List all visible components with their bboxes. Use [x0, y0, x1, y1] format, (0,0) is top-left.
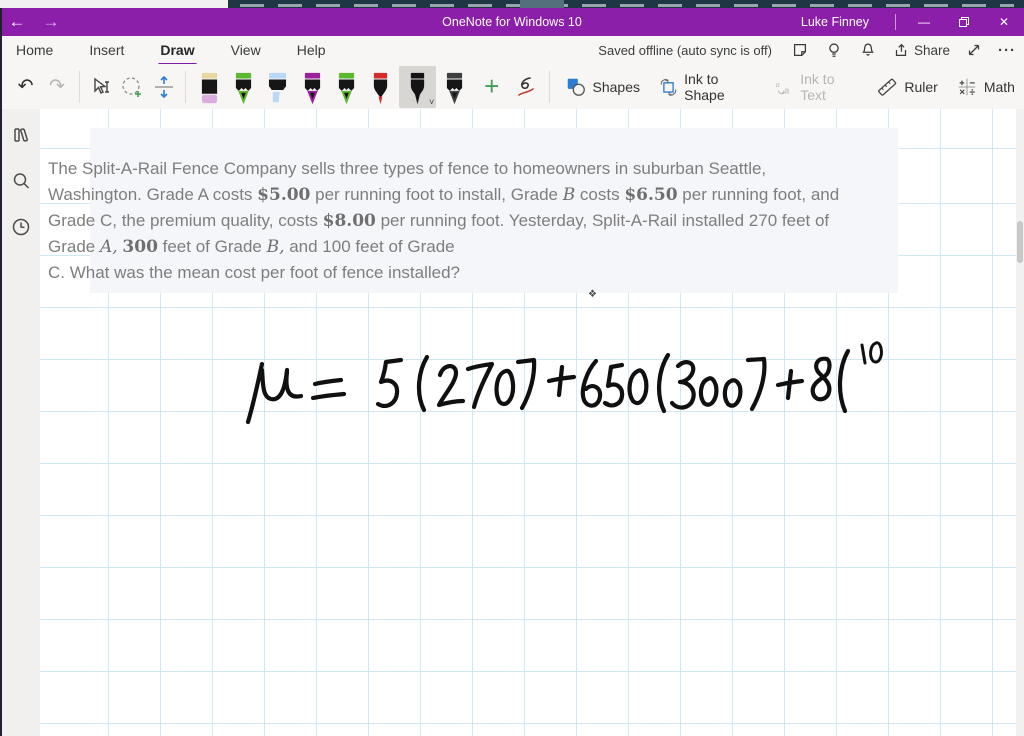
math-icon	[956, 76, 978, 98]
more-options-button[interactable]: ···	[998, 41, 1016, 59]
svg-text:a: a	[784, 85, 790, 96]
ink-to-text-label: Ink to Text	[800, 70, 835, 103]
undo-button[interactable]: ↶	[17, 76, 34, 97]
ink-to-text-button	[774, 71, 858, 103]
share-button[interactable]	[892, 41, 950, 59]
fullscreen-icon[interactable]	[964, 40, 984, 60]
shapes-icon	[565, 76, 587, 98]
insert-space-tool[interactable]	[148, 69, 179, 105]
menubar	[2, 36, 1024, 64]
ruler-label: Ruler	[904, 78, 938, 95]
pencil-icon	[231, 70, 256, 108]
select-cursor-icon	[88, 74, 114, 100]
ink-to-shape-label: Ink to Shape	[684, 70, 725, 103]
math-button[interactable]	[956, 76, 1015, 98]
problem-line-1: The Split-A-Rail Fence Company sells three types of fence to homeowners in suburban Seattle,	[48, 159, 767, 178]
account-name[interactable]: Luke Finney	[800, 15, 869, 29]
draw-toolbar	[2, 64, 1024, 110]
background-active-tab	[520, 0, 564, 8]
sync-status-text: Saved offline (auto sync is off)	[598, 42, 772, 58]
shapes-button[interactable]	[565, 76, 640, 98]
problem-line-4: Grade A, 300 feet of Grade B, and 100 feet of Grade	[48, 237, 455, 257]
tab-insert[interactable]: Insert	[89, 42, 125, 58]
eraser-tool[interactable]	[194, 66, 225, 108]
ink-to-shape-button[interactable]	[658, 71, 756, 103]
pen-purple-pencil[interactable]	[297, 66, 328, 108]
app-title: OneNote for Windows 10	[442, 15, 582, 29]
feedback-page-icon[interactable]	[790, 40, 810, 60]
move-cursor-diamond: ❖	[588, 289, 597, 300]
chevron-down-icon[interactable]: ˅	[428, 96, 435, 107]
lasso-icon	[119, 74, 145, 100]
pen-black-tool-selected[interactable]	[399, 66, 436, 108]
recent-notes-button[interactable]	[2, 207, 40, 247]
ruler-button[interactable]	[876, 76, 937, 98]
ink-replay-button[interactable]	[511, 69, 542, 105]
lightbulb-icon[interactable]	[824, 40, 844, 60]
pen-gray-pencil[interactable]	[439, 66, 470, 108]
restore-icon	[958, 16, 970, 28]
eraser-icon	[197, 70, 222, 108]
pen-red-tool[interactable]	[365, 66, 396, 108]
toolbar-divider	[79, 71, 80, 103]
ink-to-shape-icon	[658, 76, 678, 98]
highlighter-icon	[265, 70, 290, 108]
titlebar-divider	[895, 14, 896, 30]
share-icon	[892, 41, 910, 59]
titlebar	[0, 8, 1024, 36]
notebooks-button[interactable]	[2, 115, 40, 155]
back-button[interactable]: ←	[8, 12, 26, 31]
tab-draw[interactable]: Draw	[158, 38, 196, 62]
math-label: Math	[983, 78, 1015, 95]
insert-space-icon	[151, 74, 177, 100]
pencil-icon	[334, 70, 359, 108]
ink-replay-icon	[514, 74, 540, 100]
lasso-select-tool[interactable]	[117, 69, 148, 105]
shapes-label: Shapes	[592, 78, 640, 95]
scrollbar-thumb[interactable]	[1017, 221, 1023, 263]
toolbar-divider	[549, 71, 550, 103]
background-desktop-strip	[0, 0, 1024, 8]
clock-icon	[11, 217, 31, 237]
tab-view[interactable]: View	[230, 42, 261, 58]
pen-icon	[405, 70, 430, 108]
redo-button[interactable]: ↷	[48, 76, 65, 97]
problem-text[interactable]	[48, 156, 868, 286]
background-tab-marks	[240, 4, 1014, 7]
select-objects-tool[interactable]	[85, 69, 116, 105]
notebooks-icon	[11, 125, 31, 145]
ink-to-text-icon	[774, 76, 794, 98]
pen-green-pencil-2[interactable]	[331, 66, 362, 108]
close-button[interactable]: ✕	[998, 15, 1010, 29]
ruler-icon	[876, 76, 898, 98]
pencil-icon	[442, 70, 467, 108]
toolbar-divider	[185, 71, 186, 103]
forward-button[interactable]: →	[42, 12, 60, 31]
share-label: Share	[913, 42, 950, 58]
problem-line-5: C. What was the mean cost per foot of fence installed?	[48, 263, 460, 282]
search-icon	[11, 171, 31, 191]
pen-icon	[368, 70, 393, 108]
highlighter-blue-tool[interactable]	[262, 66, 293, 108]
restore-button[interactable]	[944, 8, 984, 36]
svg-text:a: a	[775, 79, 780, 89]
pen-green-pencil[interactable]	[228, 66, 259, 108]
add-pen-button[interactable]: +	[484, 71, 500, 101]
problem-line-2: Washington. Grade A costs $5.00 per running foot to install, Grade B costs $6.50 per running foot, and	[48, 185, 840, 205]
tab-help[interactable]: Help	[296, 42, 326, 58]
window-left-edge	[0, 8, 2, 736]
vertical-scrollbar[interactable]	[1016, 109, 1024, 736]
pencil-icon	[300, 70, 325, 108]
tab-home[interactable]: Home	[16, 42, 54, 58]
left-sidebar	[2, 109, 41, 736]
search-button[interactable]	[2, 161, 40, 201]
problem-line-3: Grade C, the premium quality, costs $8.00 per running foot. Yesterday, Split-A-Rail installed 270 feet of	[48, 211, 830, 231]
notifications-bell-icon[interactable]	[858, 40, 878, 60]
minimize-button[interactable]: —	[918, 15, 930, 29]
